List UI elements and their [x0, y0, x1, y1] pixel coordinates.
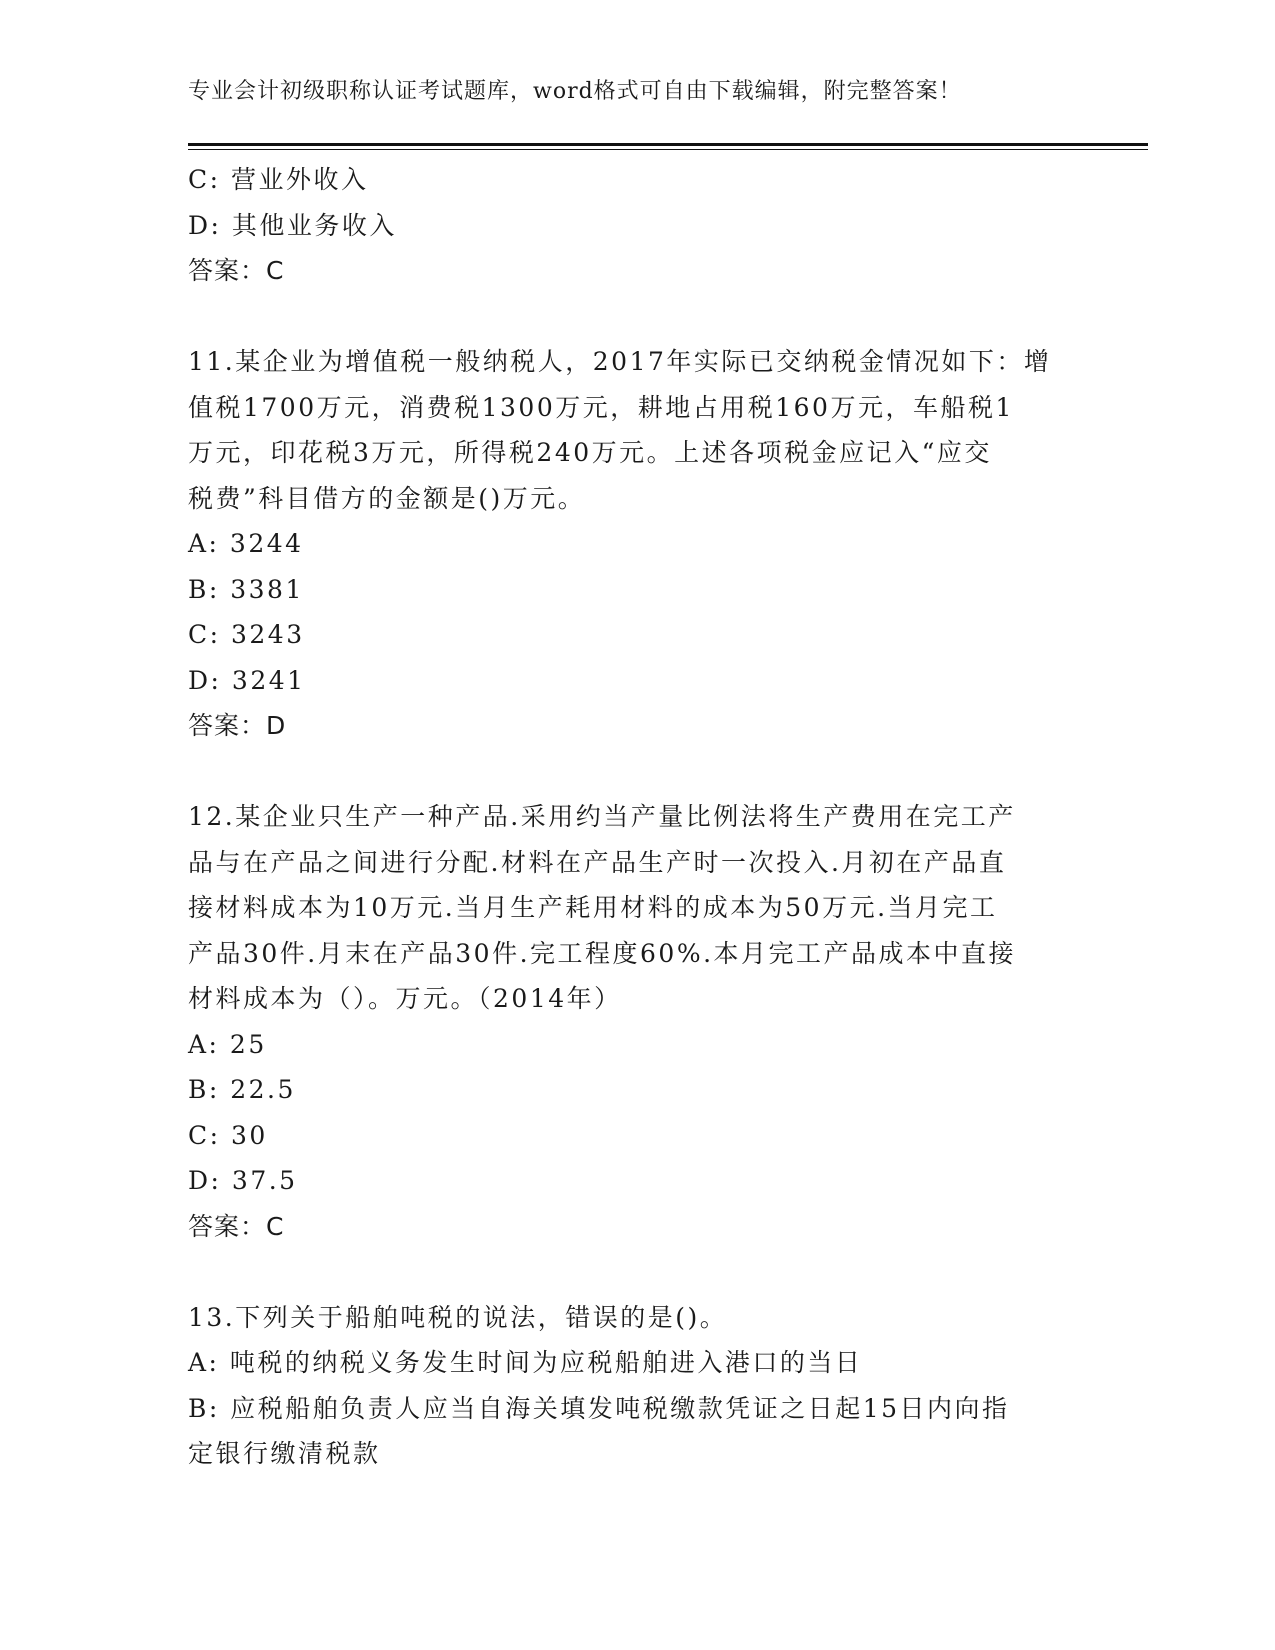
answer: 答案：D — [188, 711, 287, 740]
spacer — [188, 749, 1088, 795]
question-stem: 接材料成本为10万元.当月生产耗用材料的成本为50万元.当月完工 — [188, 893, 998, 922]
question-stem: 产品30件.月末在产品30件.完工程度60%.本月完工产品成本中直接 — [188, 938, 1017, 968]
document-body — [188, 157, 1088, 1477]
question-stem: 万元，印花税3万元，所得税240万元。上述各项税金应记入“应交 — [188, 438, 992, 467]
question-stem: 13.下列关于船舶吨税的说法，错误的是()。 — [188, 1302, 728, 1332]
option-b: B: 3381 — [188, 574, 304, 604]
option-c: C: 3243 — [188, 620, 305, 649]
option-c: C: 30 — [188, 1120, 268, 1150]
question-stem: 12.某企业只生产一种产品.采用约当产量比例法将生产费用在完工产 — [188, 802, 1016, 831]
spacer — [188, 294, 1088, 340]
option-a: A: 吨税的纳税义务发生时间为应税船舶进入港口的当日 — [188, 1348, 863, 1377]
answer: 答案：C — [188, 1211, 285, 1241]
option-d: D: 其他业务收入 — [188, 210, 397, 240]
header-rule-thin — [188, 149, 1148, 150]
question-stem: 材料成本为（）。万元。（2014年） — [188, 984, 622, 1013]
question-13 — [188, 1295, 1088, 1477]
option-b-continued: 定银行缴清税款 — [188, 1439, 381, 1468]
question-stem: 品与在产品之间进行分配.材料在产品生产时一次投入.月初在产品直 — [188, 847, 1007, 877]
option-d: D: 3241 — [188, 665, 306, 695]
question-stem: 值税1700万元，消费税1300万元，耕地占用税160万元，车船税1 — [188, 392, 1014, 422]
spacer — [188, 1249, 1088, 1295]
option-c: C: 营业外收入 — [188, 165, 369, 194]
question-stem: 11.某企业为增值税一般纳税人，2017年实际已交纳税金情况如下：增 — [188, 347, 1052, 376]
answer: 答案：C — [188, 256, 285, 285]
header-rule-thick — [188, 143, 1148, 146]
option-b: B: 应税船舶负责人应当自海关填发吨税缴款凭证之日起15日内向指 — [188, 1393, 1010, 1423]
question-stem: 税费”科目借方的金额是()万元。 — [188, 483, 586, 513]
question-12 — [188, 794, 1088, 1249]
option-b: B: 22.5 — [188, 1075, 296, 1104]
option-d: D: 37.5 — [188, 1166, 298, 1195]
option-a: A: 3244 — [188, 529, 304, 558]
question-11 — [188, 339, 1088, 749]
option-a: A: 25 — [188, 1029, 267, 1059]
prev-question — [188, 157, 1088, 294]
page-header: 专业会计初级职称认证考试题库，word格式可自由下载编辑，附完整答案！ — [188, 79, 962, 104]
